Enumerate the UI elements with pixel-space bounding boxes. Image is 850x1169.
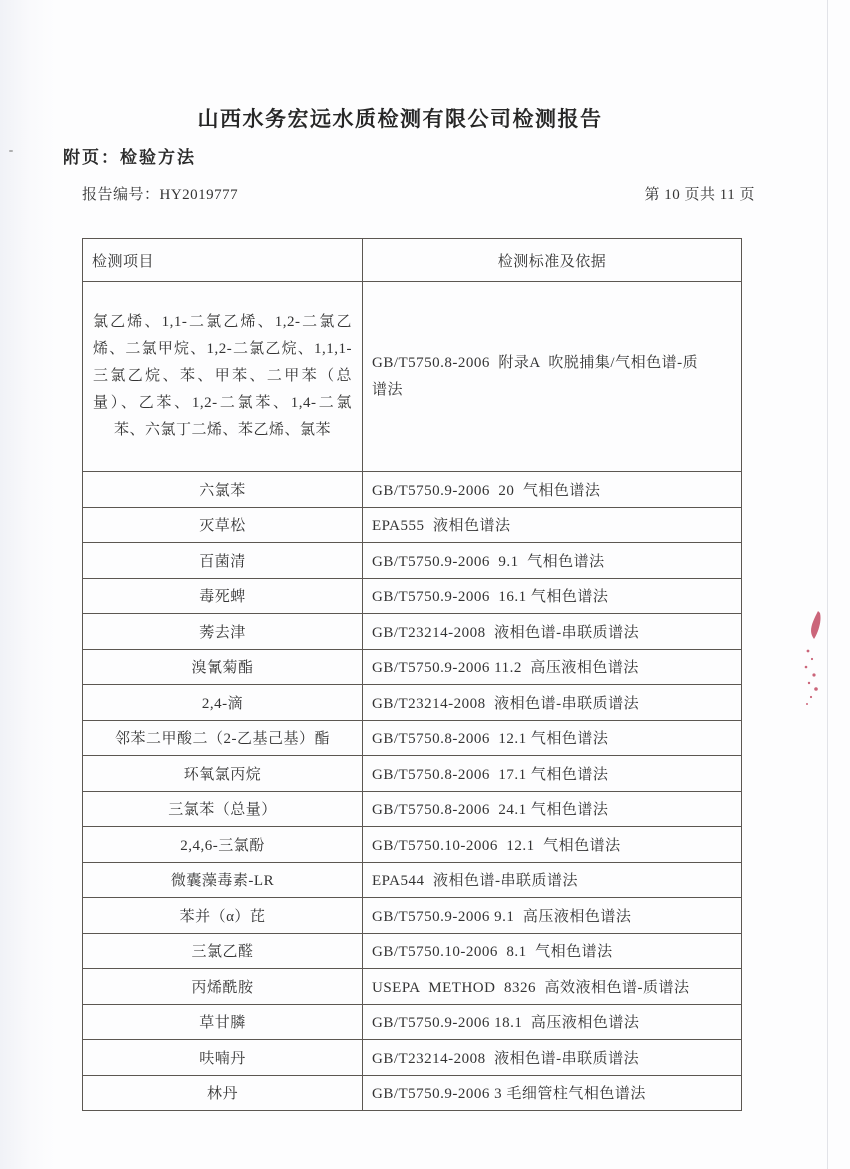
attachment-subtitle: 附页：检验方法 (63, 148, 196, 167)
test-item-cell: 三氯苯（总量） (83, 791, 363, 827)
table-row (83, 614, 742, 650)
table-row (83, 862, 742, 898)
method-standard-cell: GB/T5750.8-2006 17.1 气相色谱法 (363, 756, 742, 792)
red-pen-stamp-artifact (798, 605, 830, 715)
test-item-cell: 邻苯二甲酸二（2-乙基己基）酯 (83, 720, 363, 756)
scan-edge-line (827, 0, 828, 1169)
scan-edge-tint (0, 0, 55, 1169)
test-item-cell: 丙烯酰胺 (83, 969, 363, 1005)
test-item-cell: 苯并（α）芘 (83, 898, 363, 934)
test-item-cell: 三氯乙醛 (83, 933, 363, 969)
method-standard-cell: GB/T5750.9-2006 3 毛细管柱气相色谱法 (363, 1075, 742, 1111)
test-item-cell: 六氯苯 (83, 472, 363, 508)
method-standard-cell: GB/T23214-2008 液相色谱-串联质谱法 (363, 614, 742, 650)
test-item-cell: 环氧氯丙烷 (83, 756, 363, 792)
red-dots (805, 650, 818, 705)
table-row (83, 649, 742, 685)
report-number (82, 183, 238, 204)
meta-row (82, 183, 755, 204)
method-standard-cell: EPA544 液相色谱-串联质谱法 (363, 862, 742, 898)
column-header-item: 检测项目 (83, 239, 363, 282)
test-item-cell: 百菌清 (83, 543, 363, 579)
table-row (83, 1075, 742, 1111)
method-standard-cell: GB/T5750.9-2006 9.1 高压液相色谱法 (363, 898, 742, 934)
table-header-row (83, 239, 742, 282)
report-number-label: 报告编号： (82, 187, 160, 203)
table-row (83, 791, 742, 827)
table-row (83, 720, 742, 756)
table-row (83, 507, 742, 543)
table-row (83, 756, 742, 792)
method-standard-cell: GB/T5750.10-2006 12.1 气相色谱法 (363, 827, 742, 863)
method-standard-cell: EPA555 液相色谱法 (363, 507, 742, 543)
methods-table-body (83, 282, 742, 1111)
page-indicator: 第 10 页共 11 页 (644, 187, 755, 203)
method-standard-cell: GB/T5750.9-2006 18.1 高压液相色谱法 (363, 1004, 742, 1040)
test-item-cell: 溴氰菊酯 (83, 649, 363, 685)
test-item-cell: 呋喃丹 (83, 1040, 363, 1076)
test-item-cell: 毒死蜱 (83, 578, 363, 614)
method-standard-cell: GB/T5750.8-2006 24.1 气相色谱法 (363, 791, 742, 827)
method-standard-cell: GB/T5750.9-2006 16.1 气相色谱法 (363, 578, 742, 614)
table-row (83, 1040, 742, 1076)
table-row (83, 578, 742, 614)
test-item-cell: 草甘膦 (83, 1004, 363, 1040)
scan-speck (9, 150, 13, 152)
table-row-volatiles-group (83, 282, 742, 472)
test-item-cell: 林丹 (83, 1075, 363, 1111)
method-standard-cell: GB/T5750.9-2006 11.2 高压液相色谱法 (363, 649, 742, 685)
test-item-cell: 莠去津 (83, 614, 363, 650)
table-row (83, 472, 742, 508)
red-stroke (811, 611, 821, 639)
test-item-cell: 2,4,6-三氯酚 (83, 827, 363, 863)
report-number-value: HY2019777 (159, 187, 239, 203)
method-standard-cell: GB/T23214-2008 液相色谱-串联质谱法 (363, 1040, 742, 1076)
method-standard-cell: GB/T5750.9-2006 9.1 气相色谱法 (363, 543, 742, 579)
method-standard-cell: GB/T5750.8-2006 12.1 气相色谱法 (363, 720, 742, 756)
table-row (83, 1004, 742, 1040)
method-standard-cell: USEPA METHOD 8326 高效液相色谱-质谱法 (363, 969, 742, 1005)
table-row (83, 827, 742, 863)
report-title: 山西水务宏远水质检测有限公司检测报告 (197, 107, 603, 131)
test-item-cell: 微囊藻毒素-LR (83, 862, 363, 898)
table-row (83, 898, 742, 934)
method-standard-cell: GB/T23214-2008 液相色谱-串联质谱法 (363, 685, 742, 721)
table-row (83, 685, 742, 721)
method-standard-cell: GB/T5750.8-2006 附录A 吹脱捕集/气相色谱-质谱法 (363, 282, 742, 472)
test-item-cell: 氯乙烯、1,1-二氯乙烯、1,2-二氯乙烯、二氯甲烷、1,2-二氯乙烷、1,1,1-三氯乙烷、苯、甲苯、二甲苯（总量）、乙苯、1,2-二氯苯、1,4-二氯苯、六氯丁二烯、苯乙烯、氯苯 (83, 282, 363, 472)
table-row (83, 933, 742, 969)
method-standard-cell: GB/T5750.10-2006 8.1 气相色谱法 (363, 933, 742, 969)
table-row (83, 543, 742, 579)
column-header-method: 检测标准及依据 (363, 239, 742, 282)
test-item-cell: 灭草松 (83, 507, 363, 543)
method-standard-cell: GB/T5750.9-2006 20 气相色谱法 (363, 472, 742, 508)
table-row (83, 969, 742, 1005)
test-methods-table (82, 238, 742, 1111)
test-item-cell: 2,4-滴 (83, 685, 363, 721)
